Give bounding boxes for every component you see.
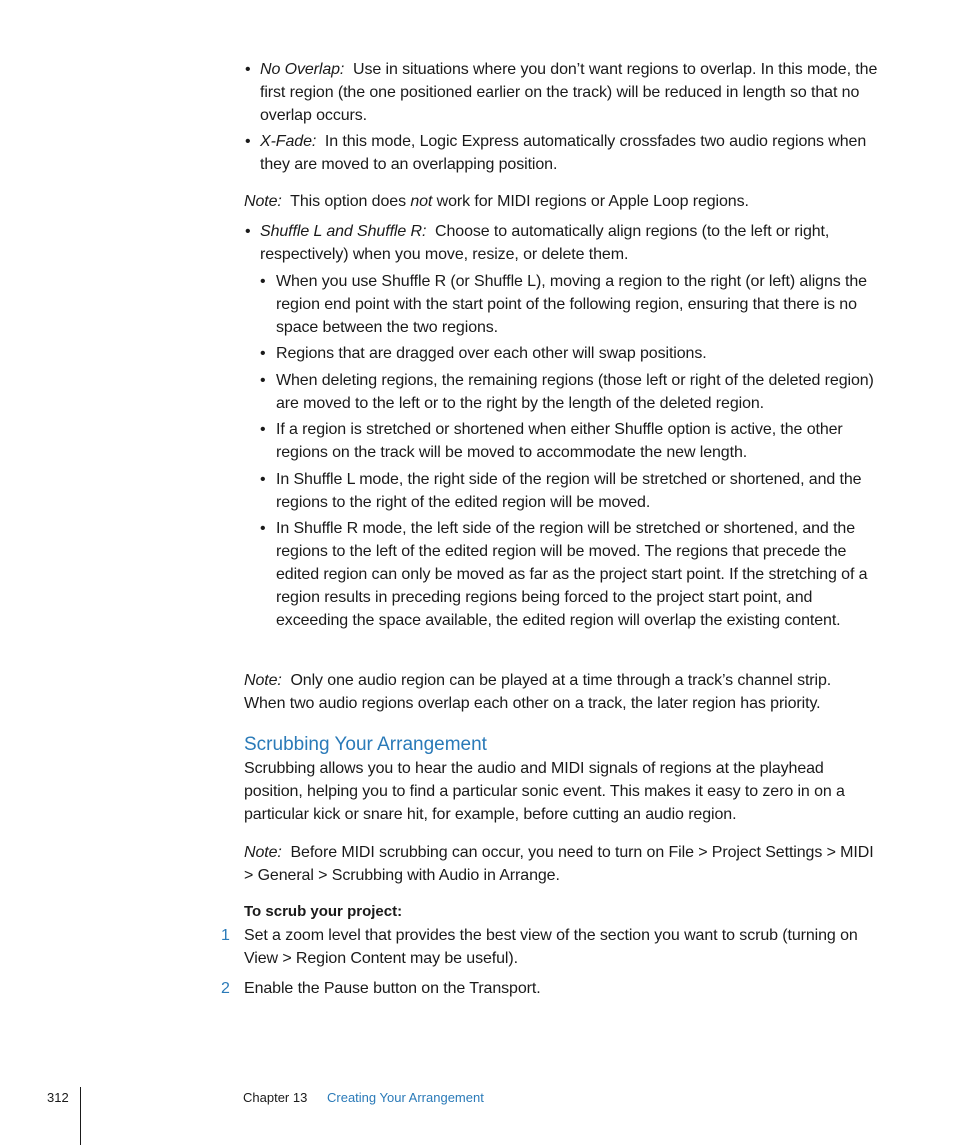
sub-bullet-item: When you use Shuffle R (or Shuffle L), moving a region to the right (or left) aligns the region end point with the start point of the following region, ensuring that there is no space between the two regions. xyxy=(276,273,867,336)
bullet-text: Choose to automatically align regions (to the left or right, respectively) when you move, resize, or delete them. xyxy=(260,223,830,263)
bullet-text: In this mode, Logic Express automatically crossfades two audio regions when they are moved to an overlapping position. xyxy=(260,133,867,173)
note-label: Note: xyxy=(244,844,282,861)
bullet-no-overlap xyxy=(260,58,880,127)
note-midi xyxy=(244,190,874,213)
sub-bullet-marker: • xyxy=(260,273,266,290)
note-channel-strip xyxy=(244,669,874,715)
note-label: Note: xyxy=(244,193,282,210)
page-number: 312 xyxy=(47,1090,69,1105)
task-heading: To scrub your project: xyxy=(244,903,403,920)
note-emphasis: not xyxy=(410,193,433,210)
bullet-marker: • xyxy=(245,223,251,240)
sub-bullet-item: In Shuffle L mode, the right side of the region will be stretched or shortened, and the regions to the right of the edited region will be moved. xyxy=(276,471,862,511)
sub-bullet-marker: • xyxy=(260,421,266,438)
bullet-marker: • xyxy=(245,133,251,150)
term-shuffle: Shuffle L and Shuffle R: xyxy=(260,223,427,240)
footer-divider xyxy=(80,1087,81,1145)
term-x-fade: X-Fade: xyxy=(260,133,317,150)
note-text: This option does xyxy=(290,193,406,210)
bullet-x-fade xyxy=(260,130,880,176)
bullet-text: Use in situations where you don’t want regions to overlap. In this mode, the first region (the one positioned earlier on the track) will be reduced in length so that no overlap occurs. xyxy=(260,61,878,124)
note-midi-scrubbing xyxy=(244,841,874,887)
section-intro: Scrubbing allows you to hear the audio and MIDI signals of regions at the playhead position, helping you to find a particular sonic event. This makes it easy to zero in on a particular kick or snare hit, for example, before cutting an audio region. xyxy=(244,760,845,823)
step-text: Set a zoom level that provides the best view of the section you want to scrub (turning on View > Region Content may be useful). xyxy=(244,927,858,967)
sub-bullet-item: When deleting regions, the remaining regions (those left or right of the deleted region) are moved to the left or to the right by the length of the deleted region. xyxy=(276,372,874,412)
note-text: Only one audio region can be played at a time through a track’s channel strip. When two audio regions overlap each other on a track, the later region has priority. xyxy=(244,672,832,712)
bullet-shuffle xyxy=(260,220,875,266)
sub-bullet-marker: • xyxy=(260,372,266,389)
sub-bullet-item: If a region is stretched or shortened when either Shuffle option is active, the other regions on the track will be moved to accommodate the new length. xyxy=(276,421,843,461)
chapter-label: Chapter 13 xyxy=(243,1090,308,1105)
sub-bullet-marker: • xyxy=(260,520,266,537)
sub-bullet-marker: • xyxy=(260,471,266,488)
note-text: Before MIDI scrubbing can occur, you need to turn on File > Project Settings > MIDI > General > Scrubbing with Audio in Arrange. xyxy=(244,844,874,884)
chapter-title: Creating Your Arrangement xyxy=(327,1090,484,1105)
step-text: Enable the Pause button on the Transport. xyxy=(244,980,541,997)
sub-bullet-item: Regions that are dragged over each other will swap positions. xyxy=(276,345,707,362)
note-label: Note: xyxy=(244,672,282,689)
term-no-overlap: No Overlap: xyxy=(260,61,345,78)
step-number: 1 xyxy=(221,927,230,944)
section-heading: Scrubbing Your Arrangement xyxy=(244,734,487,755)
bullet-marker: • xyxy=(245,61,251,78)
sub-bullet-item: In Shuffle R mode, the left side of the region will be stretched or shortened, and the regions to the left of the edited region will be moved. The regions that precede the edited region can only be moved as far as the project start point. If the stretching of a region results in preceding regions being forced to the project start point, and exceeding the space available, the edited region will overlap the existing content. xyxy=(276,520,868,629)
step-number: 2 xyxy=(221,980,230,997)
note-text: work for MIDI regions or Apple Loop regions. xyxy=(436,193,749,210)
sub-bullet-marker: • xyxy=(260,345,266,362)
